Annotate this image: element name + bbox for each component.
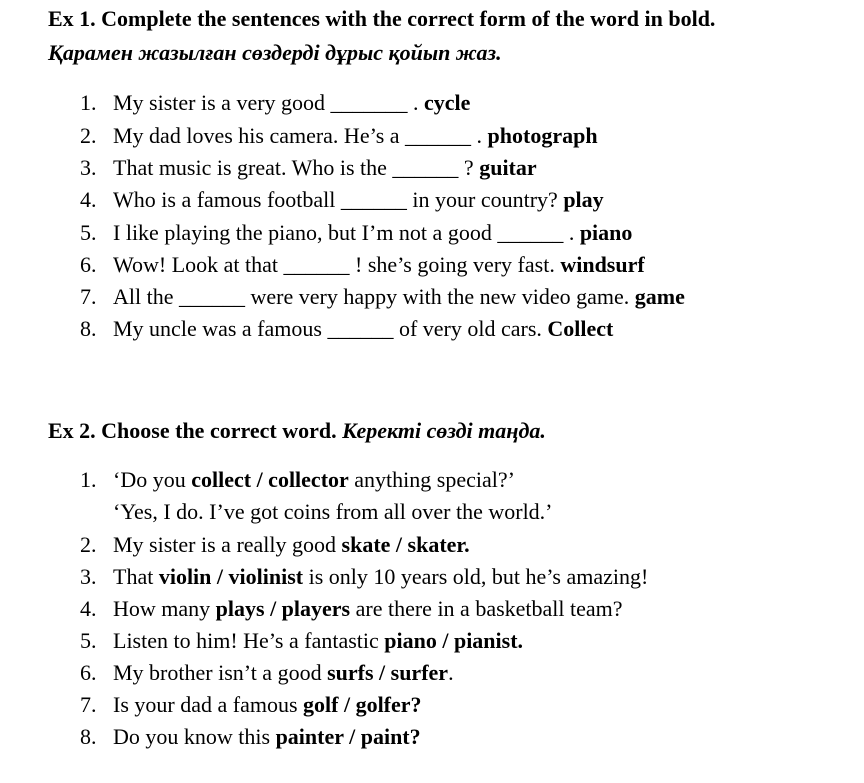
item-number: 2. — [80, 532, 97, 557]
ex2-item-1-continuation — [113, 499, 553, 525]
item-bold-choice: collect / collector — [191, 467, 349, 492]
ex1-item-1 — [80, 90, 470, 116]
ex2-item-3 — [80, 564, 648, 590]
ex1-item-7 — [80, 284, 685, 310]
item-bold-word: piano — [579, 220, 633, 245]
item-text: Do you know this — [113, 724, 276, 749]
item-text-after: are there in a basketball team? — [350, 596, 623, 621]
ex1-item-8 — [80, 316, 613, 342]
item-bold-word: guitar — [479, 155, 537, 180]
item-text: Who is a famous football ______ in your country? — [113, 187, 564, 212]
item-number: 3. — [80, 155, 97, 180]
item-number: 1. — [80, 90, 97, 115]
item-bold-word: windsurf — [560, 252, 645, 277]
ex1-item-6 — [80, 252, 645, 278]
item-number: 8. — [80, 316, 97, 341]
item-text: How many — [113, 596, 216, 621]
item-text: Is your dad a famous — [113, 692, 304, 717]
item-text: Wow! Look at that ______ ! she’s going very fast. — [113, 252, 561, 277]
item-text: ‘Yes, I do. I’ve got coins from all over the world.’ — [113, 499, 553, 524]
item-text: I like playing the piano, but I’m not a good ______ . — [113, 220, 580, 245]
item-number: 5. — [80, 628, 97, 653]
item-bold-choice: golf / golfer? — [303, 692, 422, 717]
item-text: My brother isn’t a good — [113, 660, 328, 685]
item-bold-word: cycle — [424, 90, 471, 115]
item-bold-choice: skate / skater. — [341, 532, 470, 557]
item-text: My sister is a really good — [113, 532, 342, 557]
ex2-item-8 — [80, 724, 421, 750]
item-number: 6. — [80, 660, 97, 685]
item-bold-choice: surfs / surfer — [327, 660, 449, 685]
ex1-subtitle: Қарамен жазылған сөздерді дұрыс қойып жаз. — [48, 40, 502, 65]
item-text: All the ______ were very happy with the new video game. — [113, 284, 635, 309]
item-text: That — [113, 564, 159, 589]
item-number: 5. — [80, 220, 97, 245]
ex1-item-2 — [80, 123, 598, 149]
ex2-title — [48, 418, 546, 444]
item-bold-word: Collect — [547, 316, 614, 341]
ex2-item-6 — [80, 660, 454, 686]
item-bold-choice: piano / pianist. — [384, 628, 524, 653]
item-text: That music is great. Who is the ______ ? — [113, 155, 480, 180]
item-number: 3. — [80, 564, 97, 589]
ex2-item-4 — [80, 596, 623, 622]
item-text: ‘Do you — [113, 467, 192, 492]
item-bold-choice: violin / violinist — [158, 564, 304, 589]
item-number: 7. — [80, 692, 97, 717]
ex2-item-1 — [80, 467, 515, 493]
item-text: My uncle was a famous ______ of very old cars. — [113, 316, 548, 341]
item-text: My sister is a very good _______ . — [113, 90, 425, 115]
item-number: 2. — [80, 123, 97, 148]
ex2-item-2 — [80, 532, 470, 558]
ex1-title: Ex 1. Complete the sentences with the correct form of the word in bold. — [48, 6, 716, 31]
ex2-title-kazakh: Керекті сөзді таңда. — [342, 418, 546, 443]
ex1-item-3 — [80, 155, 537, 181]
item-bold-word: photograph — [487, 123, 598, 148]
item-number: 7. — [80, 284, 97, 309]
item-text-after: is only 10 years old, but he’s amazing! — [303, 564, 649, 589]
ex2-title-main: Ex 2. Choose the correct word. — [48, 418, 343, 443]
ex1-item-4 — [80, 187, 604, 213]
item-text: Listen to him! He’s a fantastic — [113, 628, 385, 653]
ex1-item-5 — [80, 220, 632, 246]
item-bold-choice: painter / paint? — [275, 724, 421, 749]
item-number: 4. — [80, 187, 97, 212]
item-number: 1. — [80, 467, 97, 492]
ex2-item-7 — [80, 692, 422, 718]
item-bold-word: game — [634, 284, 685, 309]
item-number: 8. — [80, 724, 97, 749]
item-number: 4. — [80, 596, 97, 621]
item-text: My dad loves his camera. He’s a ______ . — [113, 123, 488, 148]
item-bold-word: play — [563, 187, 604, 212]
item-number: 6. — [80, 252, 97, 277]
ex2-item-5 — [80, 628, 523, 654]
item-bold-choice: plays / players — [215, 596, 351, 621]
item-text-after: . — [448, 660, 454, 685]
item-text-after: anything special?’ — [348, 467, 515, 492]
